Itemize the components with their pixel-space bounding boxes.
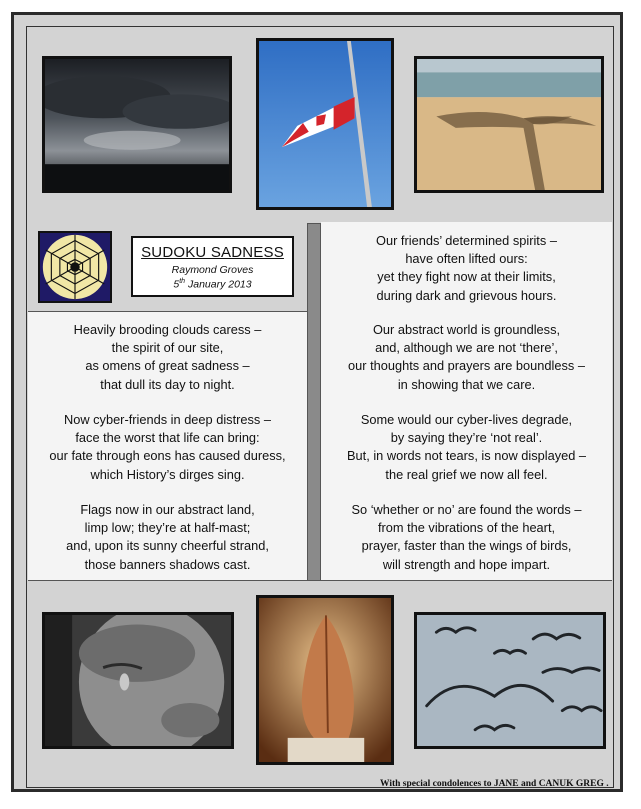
right-stanza-1 [321, 232, 612, 305]
poem-line: during dark and grievous hours. [376, 287, 557, 303]
poem-line: which History’s dirges sing. [90, 466, 245, 482]
poem-line: face the worst that life can bring: [75, 430, 260, 446]
poem-title: SUDOKU SADNESS [141, 244, 284, 261]
palm-shadow-beach-photo [414, 56, 604, 193]
canadian-flag-half-mast-photo [256, 38, 394, 210]
poem-line: our thoughts and prayers are boundless – [348, 358, 585, 374]
poem-line: and, although we are not ‘there’, [375, 340, 558, 356]
right-stanza-4 [321, 501, 612, 574]
poem-line: Flags now in our abstract land, [80, 502, 255, 517]
poem-line: the real grief we now all feel. [385, 466, 548, 482]
poem-line: as omens of great sadness – [85, 358, 250, 374]
stormy-clouds-photo [42, 56, 232, 193]
poem-line: Now cyber-friends in deep distress – [64, 412, 271, 427]
poem-line: yet they fight now at their limits, [377, 269, 556, 285]
footer-dedication: With special condolences to JANE and CANUK GREG . [380, 779, 609, 789]
poem-line: and, upon its sunny cheerful strand, [66, 538, 269, 554]
flying-birds-photo [414, 612, 606, 749]
poem-line: the spirit of our site, [111, 340, 224, 356]
poem-line: our fate through eons has caused duress, [49, 448, 286, 464]
poem-date: 5th January 2013 [173, 278, 252, 291]
poem-line: limp low; they’re at half-mast; [84, 520, 251, 536]
poem-line: prayer, faster than the wings of birds, [361, 538, 572, 554]
poem-line: will strength and hope impart. [382, 556, 551, 572]
center-divider [307, 223, 321, 581]
right-stanza-2 [321, 321, 612, 394]
left-stanza-3 [28, 501, 307, 574]
poem-line: Our friends’ determined spirits – [376, 233, 557, 248]
poem-line: in showing that we care. [397, 376, 536, 392]
left-panel-top-rule [28, 311, 307, 312]
poem-line: by saying they’re ‘not real’. [390, 430, 543, 446]
poem-line: Heavily brooding clouds caress – [73, 322, 262, 337]
poem-line: So ‘whether or no’ are found the words – [351, 502, 582, 517]
praying-hands-photo [256, 595, 394, 765]
poem-line: But, in words not tears, is now displayed – [347, 448, 586, 464]
title-box [131, 236, 294, 297]
poem-line: those banners shadows cast. [84, 556, 251, 572]
sudoku-web-logo [38, 231, 112, 303]
poem-line: that dull its day to night. [100, 376, 235, 392]
weeping-statue-photo [42, 612, 234, 749]
poem-line: Our abstract world is groundless, [372, 322, 561, 337]
poem-author: Raymond Groves [171, 264, 254, 276]
left-stanza-1 [28, 321, 307, 394]
left-stanza-2 [28, 411, 307, 484]
right-stanza-3 [321, 411, 612, 484]
poem-line: Some would our cyber-lives degrade, [360, 412, 573, 427]
poem-line: have often lifted ours: [405, 251, 528, 267]
poem-line: from the vibrations of the heart, [377, 520, 556, 536]
